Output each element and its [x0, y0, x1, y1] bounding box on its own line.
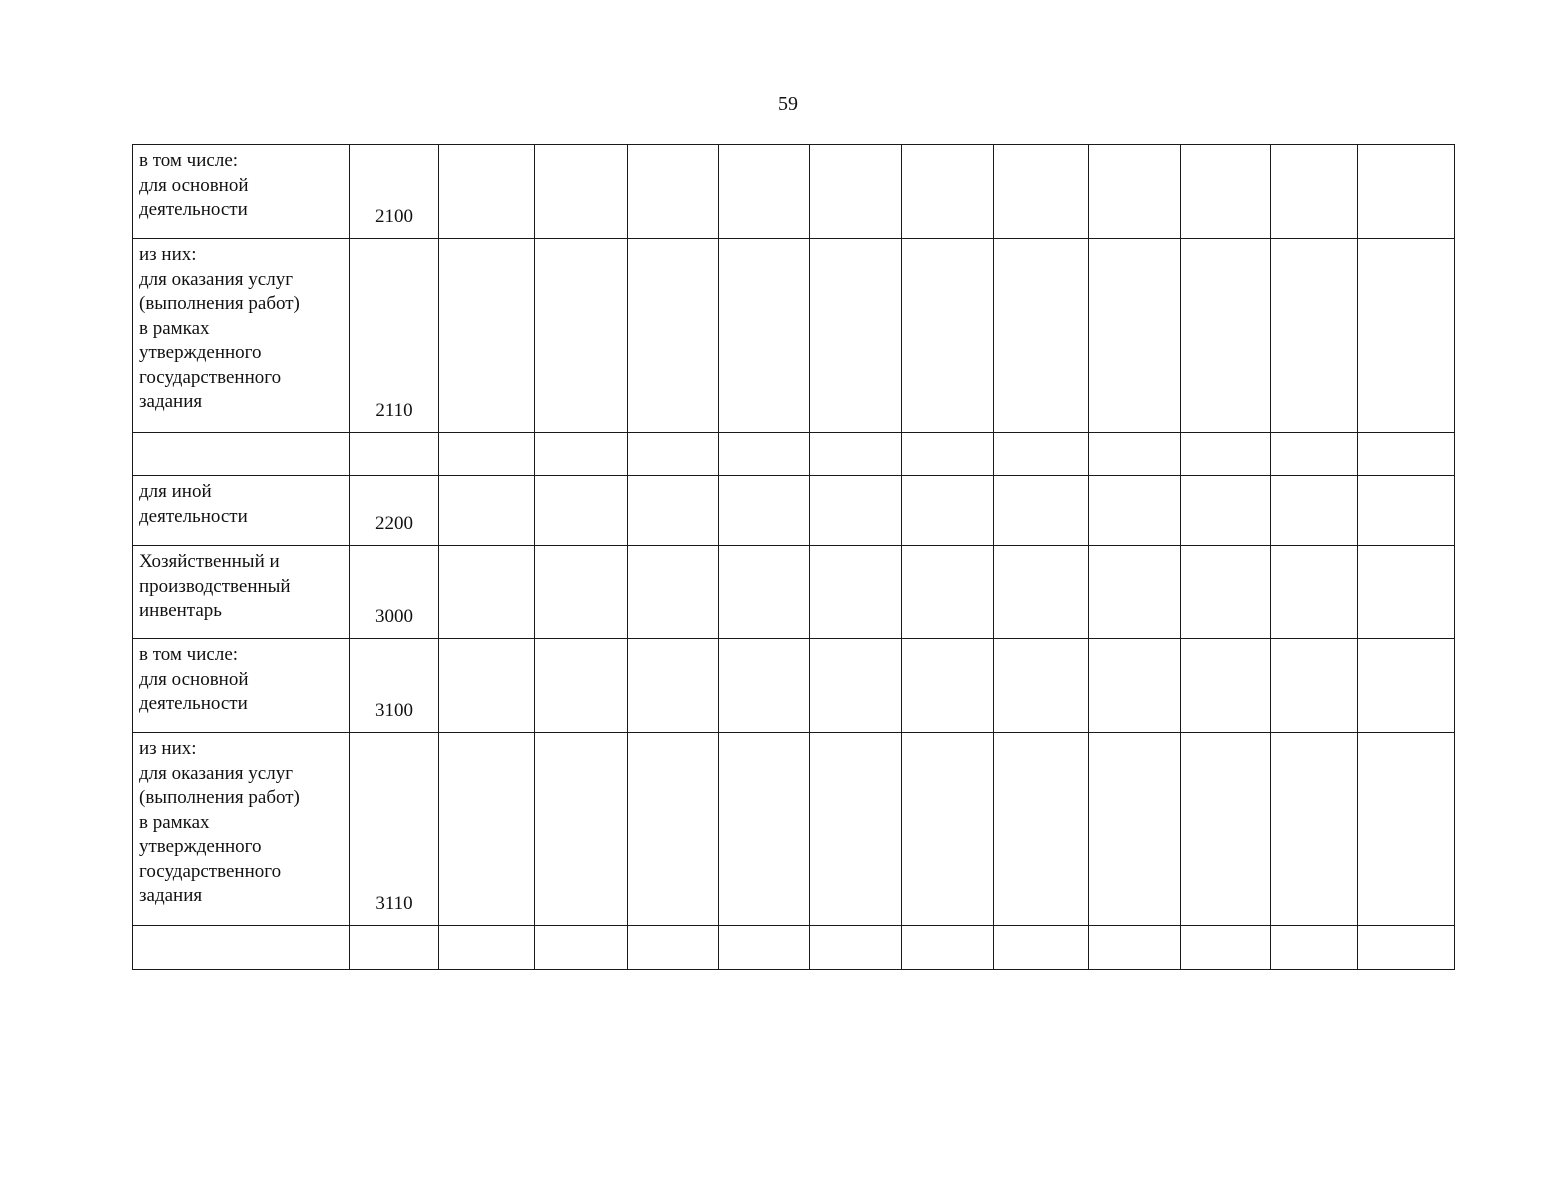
value-cell: [719, 145, 810, 239]
value-cell: [535, 476, 628, 546]
value-cell: [439, 145, 535, 239]
row-code: 3100: [350, 639, 439, 733]
value-cell: [628, 639, 719, 733]
value-cell: [810, 476, 902, 546]
table-row: [133, 639, 1455, 733]
value-cell: [902, 639, 994, 733]
value-cell: [439, 546, 535, 639]
table-row: [133, 433, 1455, 476]
value-cell: [810, 733, 902, 926]
value-cell: [1358, 639, 1455, 733]
value-cell: [810, 433, 902, 476]
row-code: 2100: [350, 145, 439, 239]
value-cell: [1089, 145, 1181, 239]
value-cell: [994, 433, 1089, 476]
row-label: для иной деятельности: [133, 476, 350, 546]
value-cell: [810, 639, 902, 733]
value-cell: [902, 239, 994, 433]
value-cell: [902, 476, 994, 546]
value-cell: [810, 239, 902, 433]
value-cell: [1271, 733, 1358, 926]
value-cell: [439, 433, 535, 476]
value-cell: [439, 926, 535, 970]
value-cell: [1271, 926, 1358, 970]
row-label: в том числе: для основной деятельности: [133, 639, 350, 733]
row-code: [350, 433, 439, 476]
row-code: 3110: [350, 733, 439, 926]
value-cell: [1358, 926, 1455, 970]
row-code: 2110: [350, 239, 439, 433]
value-cell: [1271, 639, 1358, 733]
value-cell: [628, 239, 719, 433]
value-cell: [810, 926, 902, 970]
table-row: [133, 546, 1455, 639]
value-cell: [994, 476, 1089, 546]
row-label: Хозяйственный и производственный инвентарь: [133, 546, 350, 639]
row-code: 2200: [350, 476, 439, 546]
value-cell: [535, 733, 628, 926]
value-cell: [1271, 476, 1358, 546]
row-label: [133, 433, 350, 476]
value-cell: [1271, 433, 1358, 476]
value-cell: [439, 476, 535, 546]
value-cell: [902, 145, 994, 239]
value-cell: [1271, 239, 1358, 433]
value-cell: [628, 433, 719, 476]
value-cell: [1358, 433, 1455, 476]
value-cell: [902, 733, 994, 926]
value-cell: [810, 546, 902, 639]
value-cell: [1358, 546, 1455, 639]
value-cell: [1089, 476, 1181, 546]
value-cell: [1181, 476, 1271, 546]
value-cell: [994, 733, 1089, 926]
value-cell: [1089, 926, 1181, 970]
value-cell: [1181, 239, 1271, 433]
value-cell: [994, 239, 1089, 433]
value-cell: [994, 546, 1089, 639]
value-cell: [1358, 239, 1455, 433]
value-cell: [535, 145, 628, 239]
value-cell: [1089, 239, 1181, 433]
value-cell: [1358, 733, 1455, 926]
value-cell: [994, 145, 1089, 239]
value-cell: [439, 733, 535, 926]
value-cell: [535, 639, 628, 733]
row-label: [133, 926, 350, 970]
table-row: [133, 145, 1455, 239]
row-code: 3000: [350, 546, 439, 639]
value-cell: [628, 546, 719, 639]
value-cell: [439, 239, 535, 433]
row-label: из них: для оказания услуг (выполнения работ) в рамках утвержденного государственного задания: [133, 733, 350, 926]
value-cell: [1089, 639, 1181, 733]
value-cell: [719, 733, 810, 926]
table-row: [133, 476, 1455, 546]
value-cell: [628, 145, 719, 239]
value-cell: [719, 433, 810, 476]
value-cell: [1181, 639, 1271, 733]
value-cell: [1358, 476, 1455, 546]
row-label: из них: для оказания услуг (выполнения работ) в рамках утвержденного государственного задания: [133, 239, 350, 433]
table-row: [133, 733, 1455, 926]
value-cell: [902, 546, 994, 639]
value-cell: [994, 639, 1089, 733]
value-cell: [1181, 433, 1271, 476]
value-cell: [1181, 546, 1271, 639]
value-cell: [810, 145, 902, 239]
value-cell: [628, 926, 719, 970]
value-cell: [902, 433, 994, 476]
value-cell: [1181, 145, 1271, 239]
value-cell: [719, 926, 810, 970]
value-cell: [1089, 433, 1181, 476]
value-cell: [1181, 733, 1271, 926]
value-cell: [628, 476, 719, 546]
value-cell: [1271, 546, 1358, 639]
row-label: в том числе: для основной деятельности: [133, 145, 350, 239]
value-cell: [719, 476, 810, 546]
table-row: [133, 926, 1455, 970]
value-cell: [1089, 733, 1181, 926]
value-cell: [535, 239, 628, 433]
data-table: [132, 144, 1455, 970]
value-cell: [719, 239, 810, 433]
value-cell: [628, 733, 719, 926]
value-cell: [719, 546, 810, 639]
value-cell: [902, 926, 994, 970]
value-cell: [719, 639, 810, 733]
value-cell: [1358, 145, 1455, 239]
value-cell: [535, 433, 628, 476]
row-code: [350, 926, 439, 970]
table-body: [133, 145, 1455, 970]
value-cell: [1089, 546, 1181, 639]
table-row: [133, 239, 1455, 433]
value-cell: [535, 546, 628, 639]
value-cell: [1271, 145, 1358, 239]
value-cell: [1181, 926, 1271, 970]
value-cell: [439, 639, 535, 733]
value-cell: [535, 926, 628, 970]
page-number: 59: [778, 93, 798, 115]
value-cell: [994, 926, 1089, 970]
